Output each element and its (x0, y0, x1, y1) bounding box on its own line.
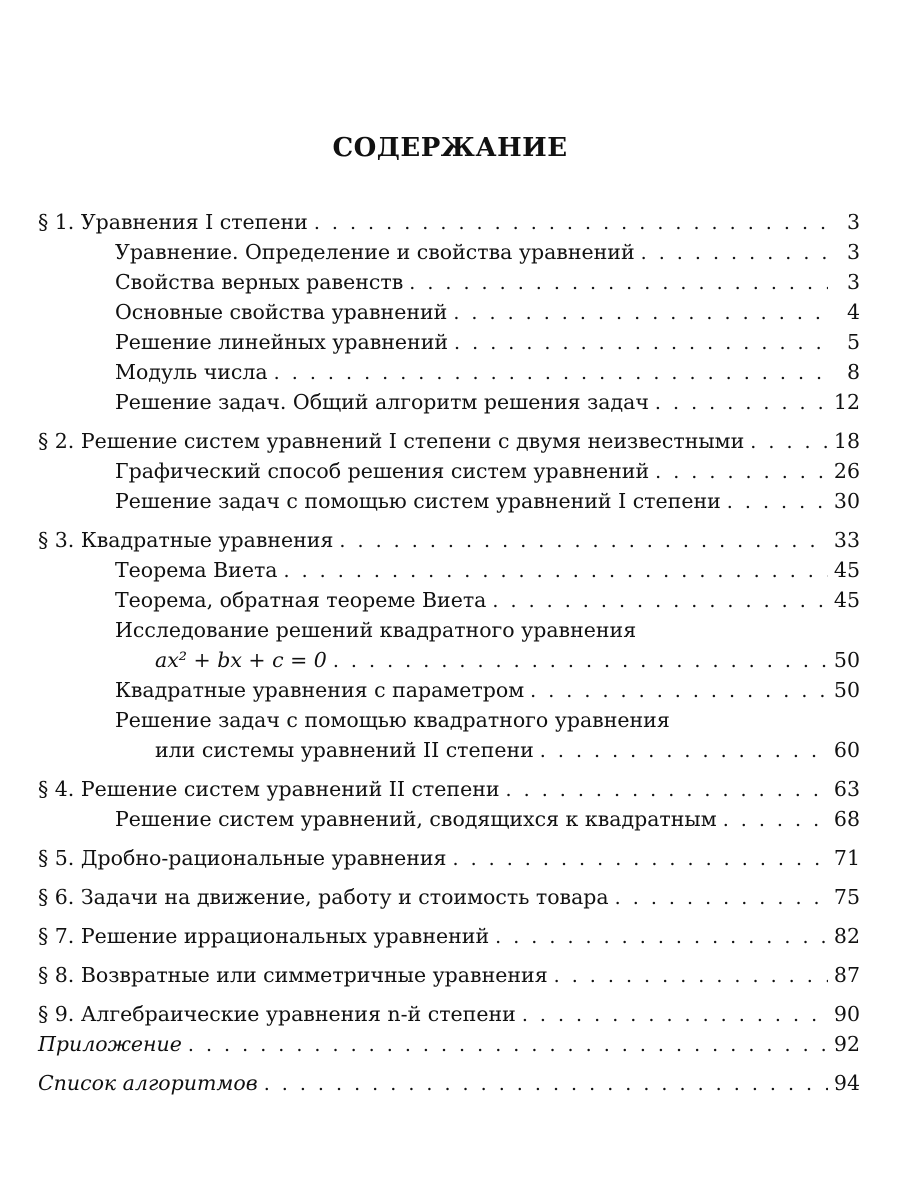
toc-entry-label: Графический способ решения систем уравнений (115, 459, 650, 483)
toc-entry-label: Приложение (38, 1032, 182, 1056)
toc-entry-label: Модуль числа (115, 360, 268, 384)
toc-entry-page: 4 (846, 300, 860, 324)
dot-leader (495, 922, 828, 952)
toc-entry-subsection[interactable] (38, 675, 860, 705)
toc-entry-page: 45 (833, 588, 860, 612)
toc-entry-label: § 4. Решение систем уравнений II степени (38, 777, 500, 801)
toc-entry-label: Решение задач с помощью систем уравнений I степени (115, 489, 721, 513)
page-title: СОДЕРЖАНИЕ (332, 133, 568, 163)
toc-entry-page: 75 (833, 885, 860, 909)
dot-leader (314, 208, 828, 238)
toc-entry-section-1[interactable] (38, 207, 860, 237)
toc-entry-section-3[interactable] (38, 525, 860, 555)
toc-entry-page: 12 (833, 390, 860, 414)
toc-entry-label: Уравнение. Определение и свойства уравнений (115, 240, 635, 264)
toc-entry-page: 68 (833, 807, 860, 831)
toc-entry-label: § 1. Уравнения I степени (38, 210, 308, 234)
toc-entry-subsection[interactable] (38, 456, 860, 486)
toc-entry-label: Исследование решений квадратного уравнения (115, 618, 637, 642)
toc-entry-label: § 9. Алгебраические уравнения n-й степени (38, 1002, 516, 1026)
toc-entry-label: Теорема, обратная теореме Виета (115, 588, 487, 612)
dot-leader (274, 358, 828, 388)
toc-entry-label: § 6. Задачи на движение, работу и стоимость товара (38, 885, 609, 909)
toc-entry-subsection[interactable] (38, 327, 860, 357)
dot-leader (506, 775, 828, 805)
toc-entry-label: § 3. Квадратные уравнения (38, 528, 334, 552)
dot-leader (492, 586, 828, 616)
toc-entry-page: 50 (833, 678, 860, 702)
toc-entry-label: Решение задач с помощью квадратного уравнения (115, 708, 670, 732)
toc-entry-subsection-line2[interactable] (38, 735, 860, 765)
toc-entry-subsection-line1[interactable] (38, 705, 860, 735)
toc-entry-page: 63 (833, 777, 860, 801)
toc-entry-subsection[interactable] (38, 486, 860, 516)
toc-entry-subsection[interactable] (38, 297, 860, 327)
toc-entry-subsection[interactable] (38, 357, 860, 387)
dot-leader (264, 1069, 828, 1099)
toc-entry-page: 94 (833, 1071, 860, 1095)
dot-leader (554, 961, 828, 991)
dot-leader (452, 844, 827, 874)
toc-entry-section-5[interactable] (38, 843, 860, 873)
toc-entry-page: 33 (833, 528, 860, 552)
toc-entry-page: 82 (833, 924, 860, 948)
toc-entry-page: 5 (846, 330, 860, 354)
dot-leader (339, 526, 827, 556)
dot-leader (284, 556, 828, 586)
toc-entry-label: Теорема Виета (115, 558, 278, 582)
quadratic-formula: ax² + bx + c = 0 (155, 648, 327, 672)
toc-entry-subsection[interactable] (38, 237, 860, 267)
table-of-contents (38, 207, 860, 1098)
toc-entry-section-9[interactable] (38, 999, 860, 1029)
dot-leader (409, 268, 828, 298)
toc-entry-label: § 7. Решение иррациональных уравнений (38, 924, 490, 948)
toc-entry-label: Решение задач. Общий алгоритм решения задач (115, 390, 649, 414)
toc-entry-label: Свойства верных равенств (115, 270, 404, 294)
toc-entry-label: § 5. Дробно-рациональные уравнения (38, 846, 447, 870)
toc-entry-subsection[interactable] (38, 267, 860, 297)
toc-entry-subsection-line1[interactable] (38, 615, 860, 645)
toc-entry-section-6[interactable] (38, 882, 860, 912)
toc-entry-subsection[interactable] (38, 804, 860, 834)
dot-leader (750, 427, 828, 457)
toc-entry-label: Основные свойства уравнений (115, 300, 448, 324)
toc-entry-algorithms-list[interactable] (38, 1068, 860, 1098)
dot-leader (454, 328, 828, 358)
dot-leader (522, 1000, 828, 1030)
toc-entry-section-2[interactable] (38, 426, 860, 456)
toc-entry-page: 3 (846, 270, 860, 294)
toc-entry-section-8[interactable] (38, 960, 860, 990)
toc-entry-label: § 8. Возвратные или симметричные уравнения (38, 963, 548, 987)
toc-entry-subsection[interactable] (38, 387, 860, 417)
toc-entry-label: Список алгоритмов (38, 1071, 258, 1095)
toc-entry-page: 90 (833, 1002, 860, 1026)
dot-leader (540, 736, 828, 766)
toc-entry-page: 8 (846, 360, 860, 384)
toc-entry-page: 3 (846, 210, 860, 234)
toc-entry-label: или системы уравнений II степени (155, 738, 534, 762)
dot-leader (188, 1030, 828, 1060)
dot-leader (723, 805, 828, 835)
dot-leader (655, 388, 828, 418)
toc-entry-page: 3 (846, 240, 860, 264)
dot-leader (333, 646, 828, 676)
toc-entry-appendix[interactable] (38, 1029, 860, 1059)
dot-leader (615, 883, 828, 913)
toc-entry-label: Квадратные уравнения с параметром (115, 678, 525, 702)
toc-entry-label: § 2. Решение систем уравнений I степени с двумя неизвестными (38, 429, 745, 453)
toc-entry-subsection[interactable] (38, 555, 860, 585)
toc-entry-page: 87 (833, 963, 860, 987)
toc-entry-page: 30 (833, 489, 860, 513)
dot-leader (453, 298, 828, 328)
dot-leader (727, 487, 828, 517)
toc-entry-page: 92 (833, 1032, 860, 1056)
toc-entry-label: Решение линейных уравнений (115, 330, 449, 354)
toc-entry-subsection[interactable] (38, 585, 860, 615)
dot-leader (641, 238, 828, 268)
toc-entry-page: 26 (833, 459, 860, 483)
toc-entry-page: 60 (833, 738, 860, 762)
dot-leader (530, 676, 828, 706)
dot-leader (655, 457, 828, 487)
toc-entry-page: 71 (833, 846, 860, 870)
toc-entry-section-4[interactable] (38, 774, 860, 804)
toc-entry-label: Решение систем уравнений, сводящихся к квадратным (115, 807, 717, 831)
toc-entry-page: 18 (833, 429, 860, 453)
toc-entry-section-7[interactable] (38, 921, 860, 951)
toc-entry-page: 45 (833, 558, 860, 582)
toc-entry-page: 50 (833, 648, 860, 672)
toc-entry-subsection-line2[interactable] (38, 645, 860, 675)
